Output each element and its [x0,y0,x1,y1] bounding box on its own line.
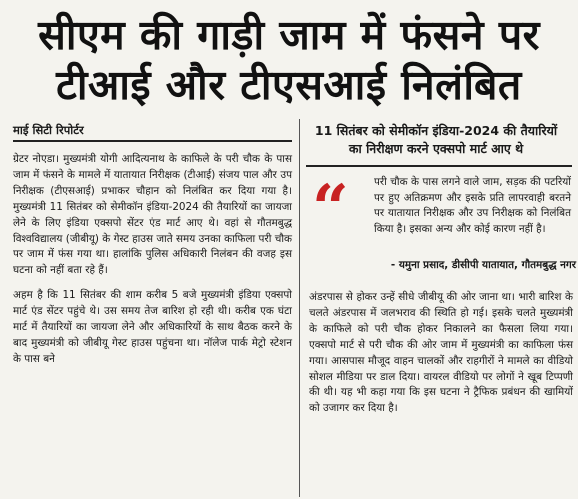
headline-line-1: सीएम की गाड़ी जाम में फंसने पर [38,11,540,59]
right-column [309,290,573,417]
quote-attribution: - यमुना प्रसाद, डीसीपी यातायात, गौतमबुद्ध नगर [390,259,576,271]
right-paragraph-1: अंडरपास से होकर उन्हें सीधे जीबीयू की ओर जाना था। भारी बारिश के चलते अंडरपास में जलभराव की स्थिति हो गई। इसके चलते मुख्यमंत्री के काफिले को परी चौक होकर निकालने का फैसला लिया गया। एक्सपो मार्ट से परी चौक की ओर जाम में मुख्यमंत्री का काफिला फंस गया। आसपास मौजूद वाहन चालकों और राहगीरों ने मामले का वीडियो सोशल मीडिया पर डाल दिया। वायरल वीडियो पर लोगों ने खूब टिप्पणी की थी। यह भी कहा गया कि इस घटना ने ट्रैफिक प्रबंधन की खामियों को उजागर कर दिया है। [309,291,573,415]
quote-mark-icon: “ [312,171,349,246]
quote-text: परी चौक के पास लगने वाले जाम, सड़क की पटरियों पर हुए अतिक्रमण और इसके प्रति लापरवाही बरतने पर यातायात निरीक्षक और उप निरीक्षक को निलंबित किया है। इसका अन्य और कोई कारण नहीं है। [374,176,571,235]
headline-line-2: टीआई और टीएसआई निलंबित [56,61,522,109]
subheading [300,122,572,158]
byline: माई सिटी रिपोर्टर [13,123,84,137]
left-column [13,152,292,368]
byline-rule [13,140,292,142]
left-paragraph-2: अहम है कि 11 सितंबर की शाम करीब 5 बजे मुख्यमंत्री इंडिया एक्सपो मार्ट एंड सेंटर पहुंचे थे। उस समय तेज बारिश हो रही थी। करीब एक घंटा मार्ट में तैयारियों का जायजा लेने और अधिकारियों के साथ बैठक करने के बाद मुख्यमंत्री को जीबीयू गेस्ट हाउस पहुंचना था। नॉलेज पार्क मेट्रो स्टेशन के पास बने [13,289,292,365]
column-divider [299,119,300,497]
subheading-line-1: 11 सितंबर को सेमीकॉन इंडिया-2024 की तैयारियों [314,123,558,138]
subheading-line-2: का निरीक्षण करने एक्सपो मार्ट आए थे [348,141,524,156]
left-paragraph-1: ग्रेटर नोएडा। मुख्यमंत्री योगी आदित्यनाथ के काफिले के परी चौक के पास जाम में फंसने के मामले में यातायात निरीक्षक (टीआई) संजय पाल और उप निरीक्षक (टीएसआई) प्रभाकर चौहान को निलंबित कर दिया गया है। मुख्यमंत्री 11 सितंबर को सेमीकॉन इंडिया-2024 की तैयारियों का जायजा लेने के लिए इंडिया एक्सपो सेंटर एंड मार्ट आए थे। वहां से गौतमबुद्ध विश्वविद्यालय (जीबीयू) के गेस्ट हाउस जाते समय उनका काफिला परी चौक पर जाम में फंस गया था। हालांकि पुलिस अधिकारी निलंबन की वजह इस घटना को नहीं बता रहे हैं। [13,153,292,277]
pull-quote [306,171,576,283]
subheading-rule [306,165,572,167]
